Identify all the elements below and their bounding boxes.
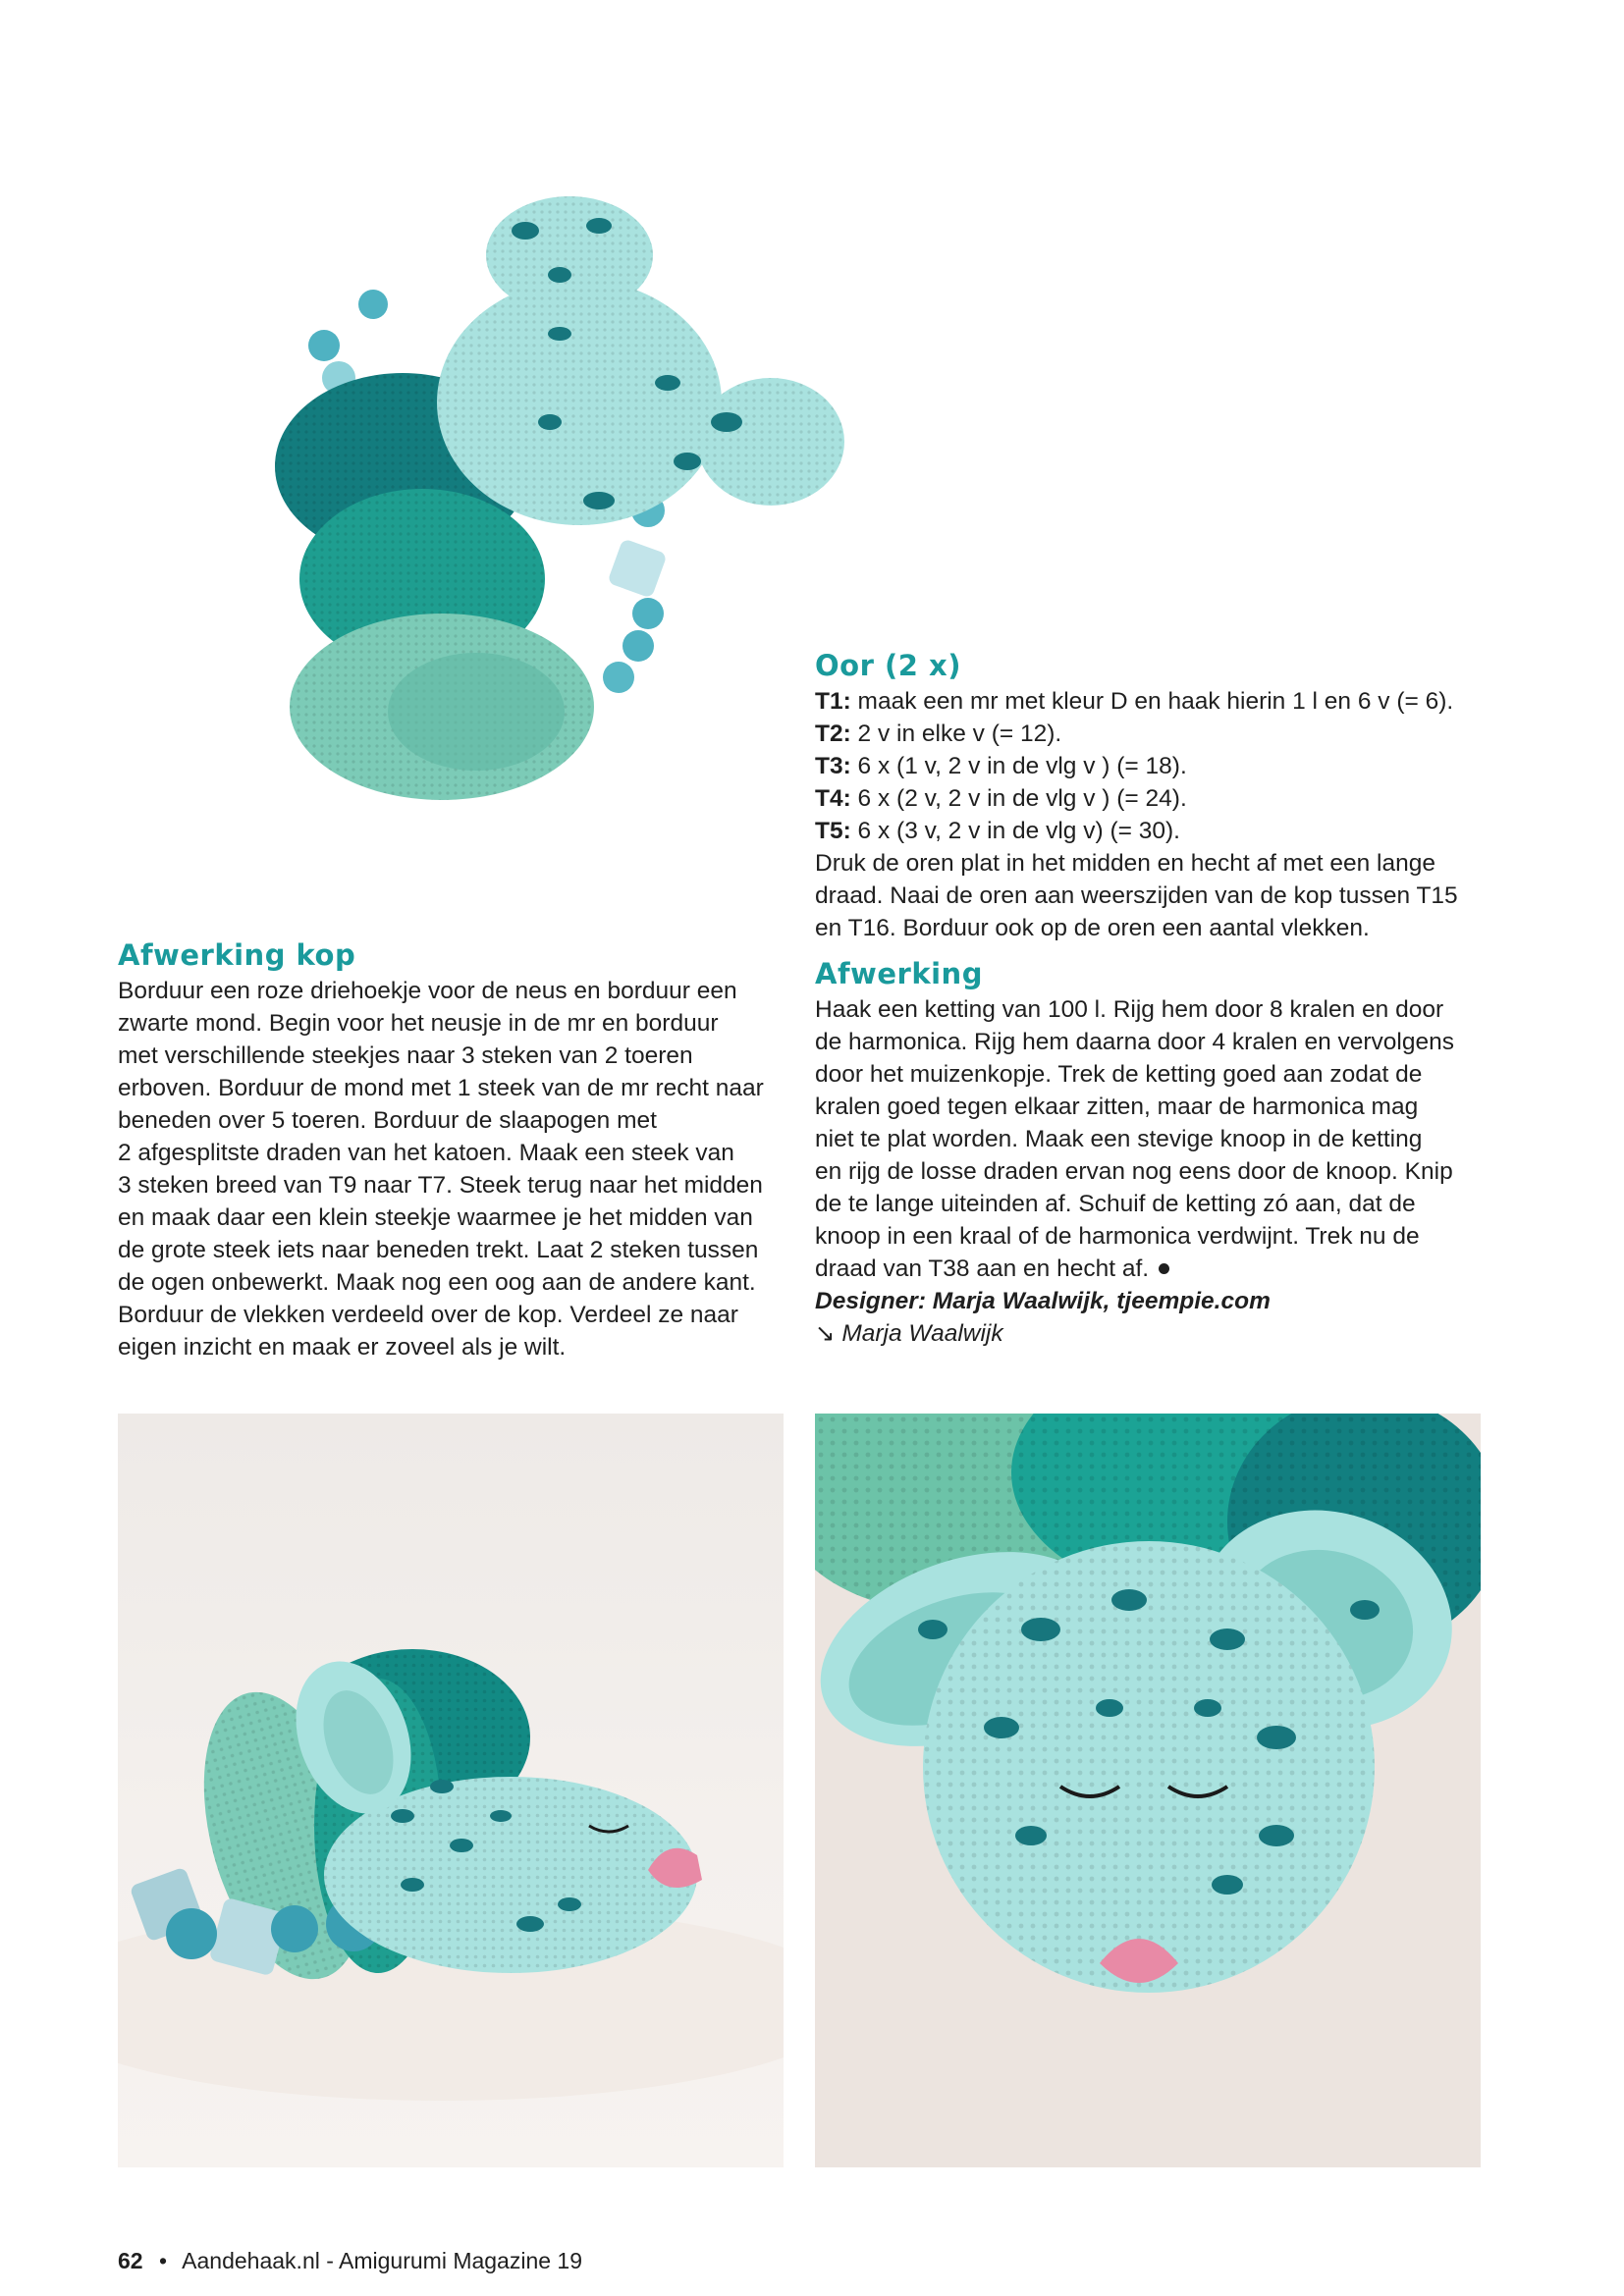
oor-line: en T16. Borduur ook op de oren een aantal vlekken. xyxy=(815,915,1370,941)
afwerking-kop-heading: Afwerking kop xyxy=(118,938,356,972)
oor-section xyxy=(815,648,1502,1350)
oor-row-2: T2: 2 v in elke v (= 12). xyxy=(815,721,1062,747)
afwerking-line: kralen goed tegen elkaar zitten, maar de harmonica mag xyxy=(815,1094,1419,1120)
oor-row-4: T4: 6 x (2 v, 2 v in de vlg v ) (= 24). xyxy=(815,785,1187,812)
page-footer xyxy=(118,2246,582,2275)
sleeping-mouse-side-illustration xyxy=(118,1414,784,2167)
kop-line: 3 steken breed van T9 naar T7. Steek terug naar het midden xyxy=(118,1172,763,1199)
kop-line: de ogen onbewerkt. Maak nog een oog aan de andere kant. xyxy=(118,1269,756,1296)
oor-row-5: T5: 6 x (3 v, 2 v in de vlg v) (= 30). xyxy=(815,818,1180,844)
kop-line: Borduur de vlekken verdeeld over de kop. Verdeel ze naar xyxy=(118,1302,738,1328)
afwerking-line: niet te plat worden. Maak een stevige knoop in de ketting xyxy=(815,1126,1423,1152)
oor-line: draad. Naai de oren aan weerszijden van de kop tussen T15 xyxy=(815,882,1458,909)
end-bullet-icon xyxy=(1159,1263,1169,1274)
afwerking-heading: Afwerking xyxy=(815,957,983,990)
kop-line: de grote steek iets naar beneden trekt. Laat 2 steken tussen xyxy=(118,1237,759,1263)
bottom-right-photo xyxy=(815,1414,1481,2167)
afwerking-line: Haak een ketting van 100 l. Rijg hem door 8 kralen en door xyxy=(815,996,1444,1023)
afwerking-line: en rijg de losse draden ervan nog eens door de knoop. Knip xyxy=(815,1158,1453,1185)
afwerking-kop-section xyxy=(118,937,795,1363)
oor-row-3: T3: 6 x (1 v, 2 v in de vlg v ) (= 18). xyxy=(815,753,1187,779)
sleeping-mouse-closeup-illustration xyxy=(815,1414,1481,2167)
kop-line: beneden over 5 toeren. Borduur de slaapogen met xyxy=(118,1107,657,1134)
kop-line: en maak daar een klein steekje waarmee je het midden van xyxy=(118,1204,753,1231)
afwerking-line: door het muizenkopje. Trek de ketting goed aan zodat de xyxy=(815,1061,1423,1088)
kop-line: zwarte mond. Begin voor het neusje in de mr en borduur xyxy=(118,1010,719,1037)
photo-credit: ↘︎ Marja Waalwijk xyxy=(815,1320,1003,1347)
oor-heading: Oor (2 x) xyxy=(815,649,961,682)
bottom-left-photo xyxy=(118,1414,784,2167)
kop-line: eigen inzicht en maak er zoveel als je wilt. xyxy=(118,1334,567,1361)
afwerking-line: knoop in een kraal of de harmonica verdwijnt. Trek nu de xyxy=(815,1223,1420,1250)
footer-source: Aandehaak.nl - Amigurumi Magazine 19 xyxy=(182,2248,583,2273)
top-photo xyxy=(137,177,844,854)
page-number: 62 xyxy=(118,2248,143,2273)
afwerking-line-last: draad van T38 aan en hecht af. xyxy=(815,1253,1502,1285)
kop-line: 2 afgesplitste draden van het katoen. Maak een steek van xyxy=(118,1140,734,1166)
oor-line: Druk de oren plat in het midden en hecht af met een lange xyxy=(815,850,1435,877)
rattle-illustration xyxy=(137,177,844,854)
designer-credit: Designer: Marja Waalwijk, tjeempie.com xyxy=(815,1288,1271,1314)
afwerking-line: de te lange uiteinden af. Schuif de ketting zó aan, dat de xyxy=(815,1191,1416,1217)
oor-row-1: T1: maak een mr met kleur D en haak hierin 1 l en 6 v (= 6). xyxy=(815,688,1454,715)
afwerking-line: de harmonica. Rijg hem daarna door 4 kralen en vervolgens xyxy=(815,1029,1454,1055)
kop-line: Borduur een roze driehoekje voor de neus en borduur een xyxy=(118,978,737,1004)
kop-line: met verschillende steekjes naar 3 steken van 2 toeren xyxy=(118,1042,693,1069)
footer-separator: • xyxy=(158,2248,168,2273)
kop-line: erboven. Borduur de mond met 1 steek van de mr recht naar xyxy=(118,1075,764,1101)
camera-icon: ↘︎ xyxy=(815,1320,836,1347)
mouse-head xyxy=(437,196,844,525)
